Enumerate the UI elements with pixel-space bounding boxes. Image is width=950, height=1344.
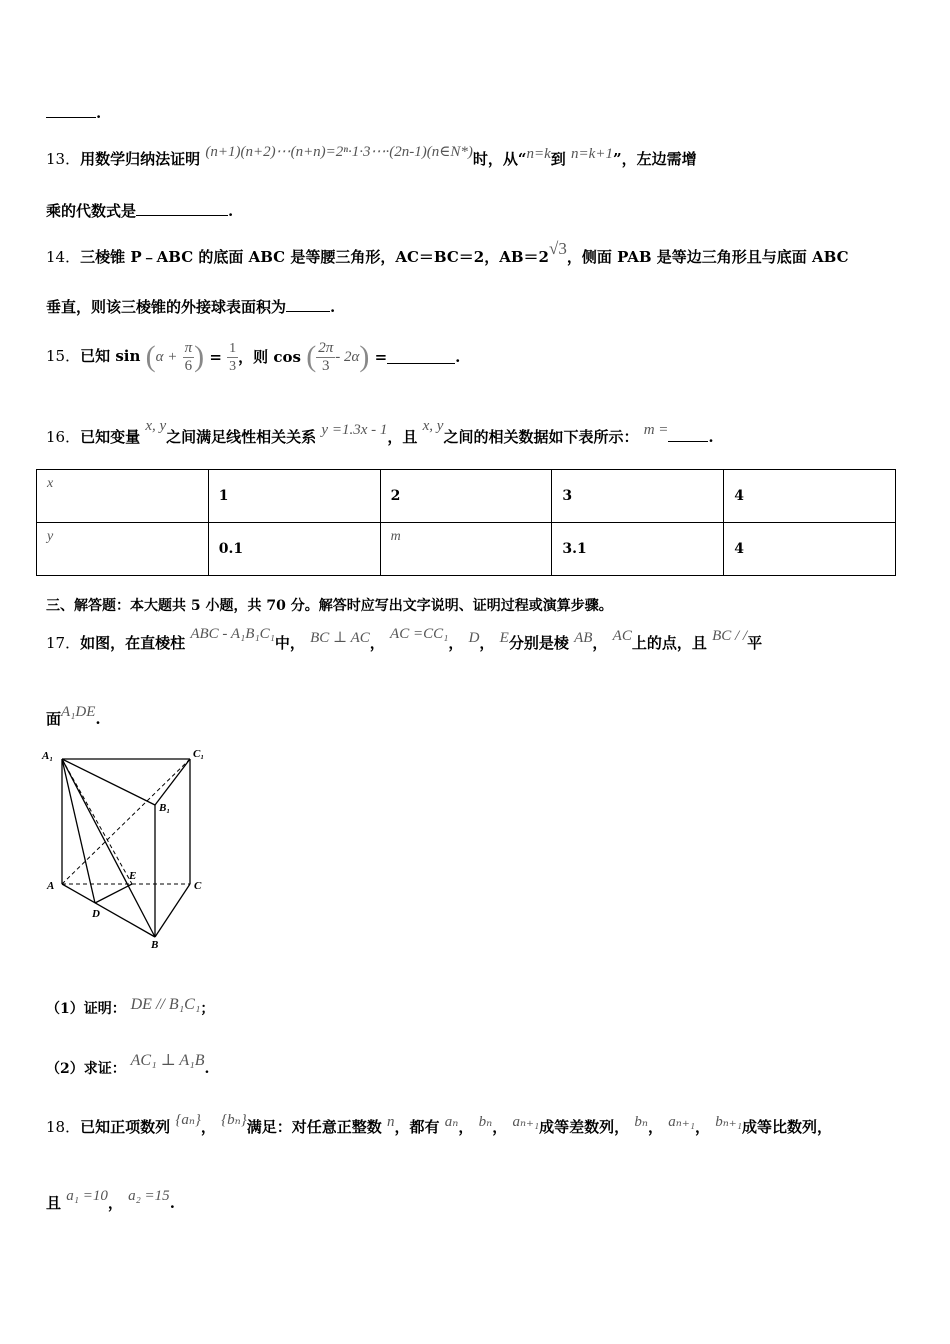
edge-b1c1 <box>155 759 190 805</box>
question-18-line2: 且 a₁ =10， a₂ =15. <box>46 1188 175 1212</box>
question-17-part2: （2）求证： AC₁ ⊥ A₁B. <box>46 1052 210 1077</box>
formula: m = <box>643 422 669 438</box>
question-number: 18． <box>46 1118 81 1136</box>
question-number: 13． <box>46 150 81 168</box>
formula: AB <box>574 630 593 646</box>
formula: A₁DE <box>61 704 96 720</box>
table-cell: m <box>380 523 552 576</box>
point-label: D <box>92 908 100 920</box>
edge-ac1-hidden <box>62 759 190 884</box>
edge-a1b1 <box>62 759 155 805</box>
fraction-1-3: $\frac{1}{3}$ <box>229 340 237 374</box>
right-paren: ) <box>194 340 205 373</box>
table-cell: 3.1 <box>552 523 724 576</box>
prism-diagram <box>40 744 215 956</box>
formula: BC / / <box>712 628 748 644</box>
answer-blank[interactable] <box>668 429 708 442</box>
edge-bc <box>155 884 190 937</box>
question-number: 17． <box>46 634 81 652</box>
formula: n=k <box>526 146 551 162</box>
formula: y =1.3x - 1 <box>321 422 388 438</box>
formula: a₁ =10 <box>66 1188 108 1204</box>
edge-a1e-hidden <box>62 759 132 884</box>
table-row <box>37 470 896 523</box>
sqrt-formula: √3 <box>549 239 567 258</box>
formula: bₙ <box>478 1114 493 1130</box>
top-answer-line: . <box>46 104 101 122</box>
point-label: B <box>151 939 159 951</box>
formula: x, y <box>145 418 167 434</box>
fraction-pi-6: $\frac{\pi}{6}$ <box>184 339 193 374</box>
question-13-line1: 13．用数学归纳法证明 (n+1)(n+2)⋯(n+n)=2ⁿ·1·3⋯·(2n-1)(n∈N*)时，从“n=k到 n=k+1”，左边需增 <box>46 144 697 168</box>
point-label: A₁ <box>42 750 54 762</box>
point-label: C₁ <box>193 748 205 760</box>
point-label: E <box>129 870 137 882</box>
answer-blank[interactable] <box>136 203 228 216</box>
question-16: 16．已知变量 x, y之间满足线性相关关系 y =1.3x - 1，且 x, y之间的相关数据如下表所示： m = . <box>46 418 714 446</box>
formula: AC =CC₁ <box>390 626 449 642</box>
formula: aₙ <box>444 1114 459 1130</box>
point-label: C <box>194 880 202 892</box>
question-17-part1: （1）证明： DE // B₁C₁； <box>46 996 215 1017</box>
table-cell: 0.1 <box>208 523 380 576</box>
formula: n=k+1 <box>571 146 613 162</box>
formula: DE // B₁C₁ <box>130 996 201 1013</box>
formula: {bₙ} <box>221 1112 247 1128</box>
formula: bₙ₊₁ <box>715 1114 742 1130</box>
answer-blank[interactable] <box>387 351 455 364</box>
formula: α + <box>155 349 178 365</box>
left-paren: ( <box>145 340 156 373</box>
formula: E <box>499 630 509 646</box>
question-number: 16． <box>46 428 81 446</box>
table-cell: y <box>37 523 209 576</box>
formula: {aₙ} <box>175 1112 201 1128</box>
answer-blank[interactable] <box>46 105 96 118</box>
table-cell: 4 <box>724 470 896 523</box>
formula: AC <box>612 628 632 644</box>
table-cell: 2 <box>380 470 552 523</box>
point-label: A <box>47 880 55 892</box>
table-cell: x <box>37 470 209 523</box>
table-row <box>37 523 896 576</box>
edge-de <box>95 884 132 903</box>
question-number: 14． <box>46 248 81 266</box>
question-14-line1: 14．三棱锥 P﹣ABC 的底面 ABC 是等腰三角形，AC＝BC＝2，AB＝2√3，侧面 PAB 是等边三角形且与底面 ABC <box>46 239 849 266</box>
question-13-line2: 乘的代数式是 . <box>46 202 234 220</box>
formula: D <box>468 630 480 646</box>
point-label: B₁ <box>159 802 171 814</box>
formula: aₙ₊₁ <box>512 1114 540 1130</box>
formula: x, y <box>422 418 444 434</box>
fraction-2pi-3: $\frac{2\pi}{3}$ <box>318 339 334 374</box>
formula: ABC - A₁B₁C₁ <box>190 626 275 642</box>
question-15: 15．已知 sin (α + $\frac{\pi}{6}$ ) = $\frac{1}{3}$ ，则 cos ( $\frac{2\pi}{3}$ - 2α) = . <box>46 339 461 374</box>
formula: AC₁ ⊥ A₁B <box>130 1052 205 1069</box>
formula: - 2α <box>335 349 360 365</box>
data-table <box>36 469 896 576</box>
right-paren: ) <box>359 340 370 373</box>
formula: a₂ =15 <box>128 1188 170 1204</box>
formula: n <box>387 1114 395 1130</box>
answer-blank[interactable] <box>286 299 330 312</box>
table-cell: 1 <box>208 470 380 523</box>
edge-a1d <box>62 759 95 903</box>
formula: bₙ <box>634 1114 648 1130</box>
formula: aₙ₊₁ <box>668 1114 695 1130</box>
question-14-line2: 垂直，则该三棱锥的外接球表面积为 . <box>46 298 336 316</box>
question-17-line1: 17．如图，在直棱柱 ABC - A₁B₁C₁中， BC ⊥ AC， AC =CC₁， D， E分别是棱 AB， AC上的点，且 BC / /平 <box>46 626 763 652</box>
question-18-line1: 18．已知正项数列 {aₙ}， {bₙ}满足：对任意正整数 n，都有 aₙ， bₙ， aₙ₊₁成等差数列， bₙ， aₙ₊₁， bₙ₊₁成等比数列， <box>46 1112 832 1136</box>
formula: (n+1)(n+2)⋯(n+n)=2ⁿ·1·3⋯·(2n-1)(n∈N*) <box>205 144 473 160</box>
section-heading: 三、解答题：本大题共 5 小题，共 70 分。解答时应写出文字说明、证明过程或演算步骤。 <box>46 598 613 614</box>
question-17-line2: 面A₁DE. <box>46 704 101 728</box>
left-paren: ( <box>306 340 317 373</box>
formula: BC ⊥ AC <box>310 630 370 646</box>
table-cell: 4 <box>724 523 896 576</box>
question-number: 15． <box>46 347 81 365</box>
table-cell: 3 <box>552 470 724 523</box>
